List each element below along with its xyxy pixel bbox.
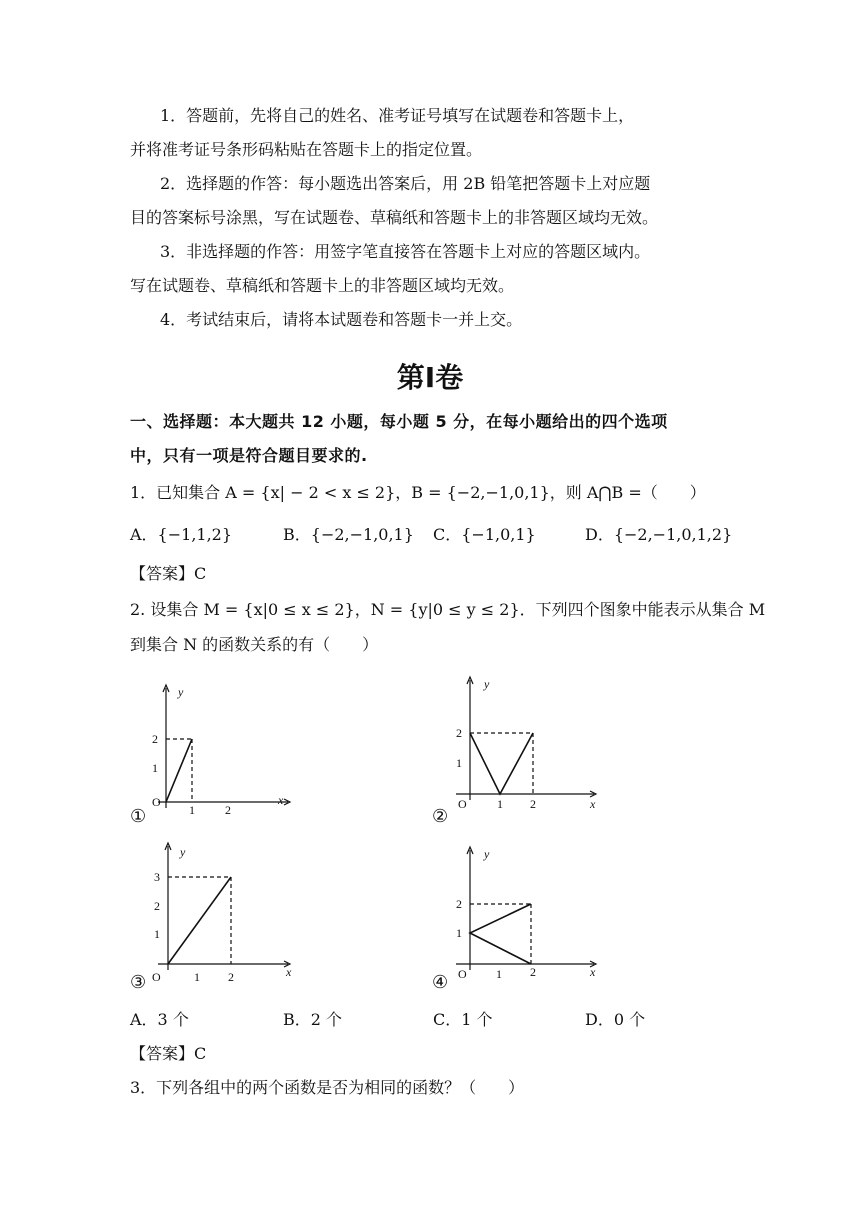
- section-heading-line1: 一、选择题：本大题共 12 小题，每小题 5 分，在每小题给出的四个选项: [130, 412, 668, 431]
- graph-3: [138, 842, 308, 987]
- graph-1: [138, 680, 308, 820]
- instruction-1b: 并将准考证号条形码粘贴在答题卡上的指定位置。: [130, 140, 483, 159]
- graph3-tick-x1: 1: [194, 970, 200, 984]
- q2-option-b: B．2 个: [283, 1010, 343, 1029]
- graph3-y-label: y: [180, 845, 186, 859]
- q2-option-a: A．3 个: [130, 1010, 189, 1029]
- q2-stem-line1: 2. 设集合 M = {x|0 ≤ x ≤ 2}，N = {y|0 ≤ y ≤ 2}．下列四个图象中能表示从集合 M: [130, 600, 766, 619]
- graph4-origin: O: [458, 967, 467, 981]
- graph4-x-label: x: [590, 965, 596, 979]
- section-heading-line2: 中，只有一项是符合题目要求的.: [130, 446, 368, 465]
- graph1-x-label: x: [278, 793, 284, 807]
- graph2-tick-x1: 1: [497, 797, 503, 811]
- q2-stem-line2: 到集合 N 的函数关系的有（ ）: [130, 635, 379, 654]
- q1-stem: 1．已知集合 A = {x| − 2 < x ≤ 2}，B = {−2,−1,0,1}，则 A⋂B =（ ）: [130, 483, 706, 502]
- q2-answer: 【答案】C: [130, 1044, 207, 1063]
- graph-2-label: ②: [432, 806, 449, 827]
- graph-4: [442, 842, 612, 987]
- graph-3-label: ③: [130, 972, 147, 993]
- graph4-y-label: y: [484, 847, 490, 861]
- graph3-x-label: x: [286, 965, 292, 979]
- graph-2: [442, 672, 612, 817]
- graph2-tick-y1: 1: [456, 756, 462, 770]
- instruction-2b: 目的答案标号涂黑，写在试题卷、草稿纸和答题卡上的非答题区域均无效。: [130, 208, 659, 227]
- graph2-x-label: x: [590, 797, 596, 811]
- graph4-tick-y1: 1: [456, 926, 462, 940]
- q2-option-c: C．1 个: [433, 1010, 493, 1029]
- graph4-tick-y2: 2: [456, 897, 462, 911]
- graph-1-label: ①: [130, 806, 147, 827]
- instruction-3b: 写在试题卷、草稿纸和答题卡上的非答题区域均无效。: [130, 276, 515, 295]
- graph3-tick-y1: 1: [154, 927, 160, 941]
- q1-option-a: A．{−1,1,2}: [130, 525, 233, 544]
- instruction-3a: 3．非选择题的作答：用签字笔直接答在答题卡上对应的答题区域内。: [160, 242, 651, 261]
- graph1-y-label: y: [178, 685, 184, 699]
- graph3-tick-y2: 2: [154, 899, 160, 913]
- instruction-2a: 2．选择题的作答：每小题选出答案后，用 2B 铅笔把答题卡上对应题: [160, 174, 651, 193]
- q1-option-b: B．{−2,−1,0,1}: [283, 525, 414, 544]
- graph2-y-label: y: [484, 677, 490, 691]
- graph1-tick-x1: 1: [189, 803, 195, 817]
- graph3-tick-x2: 2: [228, 970, 234, 984]
- instruction-1a: 1．答题前，先将自己的姓名、准考证号填写在试题卷和答题卡上，: [160, 106, 635, 125]
- graph4-tick-x1: 1: [496, 967, 502, 981]
- graph3-tick-y3: 3: [154, 870, 160, 884]
- graph1-tick-y2: 2: [152, 732, 158, 746]
- volume-title: 第Ⅰ卷: [396, 361, 464, 394]
- q2-option-d: D．0 个: [585, 1010, 646, 1029]
- graph2-tick-x2: 2: [530, 797, 536, 811]
- graph3-origin: O: [152, 970, 161, 984]
- graph2-origin: O: [458, 797, 467, 811]
- graph-4-label: ④: [432, 972, 449, 993]
- graph4-tick-x2: 2: [530, 965, 536, 979]
- instruction-4: 4．考试结束后，请将本试题卷和答题卡一并上交。: [160, 310, 523, 329]
- graph1-tick-y1: 1: [152, 761, 158, 775]
- q1-option-c: C．{−1,0,1}: [433, 525, 536, 544]
- graph1-origin: O: [152, 795, 161, 809]
- q1-option-d: D．{−2,−1,0,1,2}: [585, 525, 733, 544]
- graph2-tick-y2: 2: [456, 726, 462, 740]
- q1-answer: 【答案】C: [130, 564, 207, 583]
- q3-stem: 3．下列各组中的两个函数是否为相同的函数？（ ）: [130, 1078, 525, 1097]
- graph1-tick-x2: 2: [225, 803, 231, 817]
